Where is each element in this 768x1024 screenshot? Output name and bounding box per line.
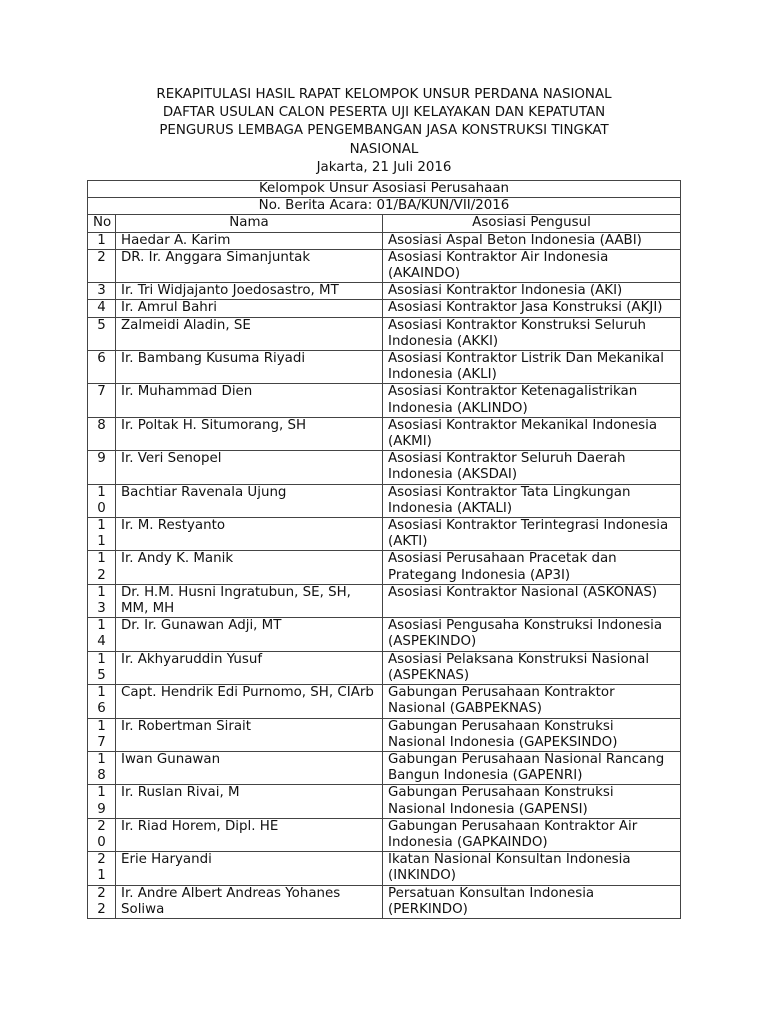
- proposing-association: Gabungan Perusahaan Konstruksi Nasional Indonesia (GAPENSI): [383, 785, 681, 818]
- candidate-name: Ir. Riad Horem, Dipl. HE: [116, 818, 383, 851]
- proposing-association: Asosiasi Kontraktor Listrik Dan Mekanikal Indonesia (AKLI): [383, 351, 681, 384]
- proposing-association: Ikatan Nasional Konsultan Indonesia (INKINDO): [383, 852, 681, 885]
- table-row: [88, 785, 681, 818]
- proposing-association: Gabungan Perusahaan Konstruksi Nasional Indonesia (GAPEKSINDO): [383, 718, 681, 751]
- row-number: 10: [88, 484, 116, 517]
- table-row: [88, 283, 681, 300]
- candidate-name: Ir. Poltak H. Situmorang, SH: [116, 417, 383, 450]
- candidate-name: Ir. Akhyaruddin Yusuf: [116, 651, 383, 684]
- column-header-no: No: [88, 215, 116, 232]
- column-header-asosiasi: Asosiasi Pengusul: [383, 215, 681, 232]
- table-row: [88, 518, 681, 551]
- row-number: 18: [88, 751, 116, 784]
- table-row: [88, 249, 681, 282]
- row-number: 11: [88, 518, 116, 551]
- candidate-name: Capt. Hendrik Edi Purnomo, SH, CIArb: [116, 685, 383, 718]
- table-row: [88, 751, 681, 784]
- proposing-association: Asosiasi Aspal Beton Indonesia (AABI): [383, 232, 681, 249]
- table-caption-group: Kelompok Unsur Asosiasi Perusahaan: [88, 181, 681, 198]
- candidate-name: Erie Haryandi: [116, 852, 383, 885]
- candidate-name: Ir. Andre Albert Andreas Yohanes Soliwa: [116, 885, 383, 918]
- candidate-name: Ir. Veri Senopel: [116, 451, 383, 484]
- table-row: [88, 685, 681, 718]
- proposing-association: Gabungan Perusahaan Nasional Rancang Bangun Indonesia (GAPENRI): [383, 751, 681, 784]
- candidate-name: Iwan Gunawan: [116, 751, 383, 784]
- proposing-association: Asosiasi Pengusaha Konstruksi Indonesia (ASPEKINDO): [383, 618, 681, 651]
- table-row: [88, 317, 681, 350]
- candidate-name: Ir. Tri Widjajanto Joedosastro, MT: [116, 283, 383, 300]
- table-row: [88, 718, 681, 751]
- table-row: [88, 885, 681, 918]
- document-date: Jakarta, 21 Juli 2016: [316, 159, 452, 175]
- table-row: [88, 484, 681, 517]
- proposing-association: Asosiasi Kontraktor Seluruh Daerah Indonesia (AKSDAI): [383, 451, 681, 484]
- table-row: [88, 417, 681, 450]
- proposing-association: Asosiasi Pelaksana Konstruksi Nasional (ASPEKNAS): [383, 651, 681, 684]
- row-number: 6: [88, 351, 116, 384]
- candidate-name: Dr. Ir. Gunawan Adji, MT: [116, 618, 383, 651]
- candidate-name: Ir. Bambang Kusuma Riyadi: [116, 351, 383, 384]
- candidate-name: Ir. M. Restyanto: [116, 518, 383, 551]
- proposing-association: Asosiasi Kontraktor Ketenagalistrikan Indonesia (AKLINDO): [383, 384, 681, 417]
- candidate-name: Ir. Robertman Sirait: [116, 718, 383, 751]
- table-row: [88, 351, 681, 384]
- candidate-name: Ir. Andy K. Manik: [116, 551, 383, 584]
- row-number: 7: [88, 384, 116, 417]
- table-row: [88, 451, 681, 484]
- table-header-row: [88, 215, 681, 232]
- row-number: 2: [88, 249, 116, 282]
- table-row: [88, 618, 681, 651]
- proposing-association: Asosiasi Kontraktor Tata Lingkungan Indonesia (AKTALI): [383, 484, 681, 517]
- proposing-association: Asosiasi Kontraktor Nasional (ASKONAS): [383, 584, 681, 617]
- candidate-name: Ir. Amrul Bahri: [116, 300, 383, 317]
- table-row: [88, 651, 681, 684]
- row-number: 4: [88, 300, 116, 317]
- table-row: [88, 584, 681, 617]
- proposing-association: Asosiasi Kontraktor Jasa Konstruksi (AKJI): [383, 300, 681, 317]
- table-row: [88, 232, 681, 249]
- row-number: 1: [88, 232, 116, 249]
- title-line-2: DAFTAR USULAN CALON PESERTA UJI KELAYAKAN DAN KEPATUTAN: [162, 105, 606, 121]
- row-number: 12: [88, 551, 116, 584]
- proposing-association: Asosiasi Kontraktor Terintegrasi Indonesia (AKTI): [383, 518, 681, 551]
- title-line-3: PENGURUS LEMBAGA PENGEMBANGAN JASA KONSTRUKSI TINGKAT: [159, 123, 609, 139]
- proposing-association: Asosiasi Kontraktor Air Indonesia (AKAINDO): [383, 249, 681, 282]
- row-number: 20: [88, 818, 116, 851]
- table-row: [88, 384, 681, 417]
- row-number: 9: [88, 451, 116, 484]
- table-caption-row: [88, 181, 681, 198]
- row-number: 15: [88, 651, 116, 684]
- table-caption-row: [88, 198, 681, 215]
- row-number: 19: [88, 785, 116, 818]
- candidate-name: DR. Ir. Anggara Simanjuntak: [116, 249, 383, 282]
- row-number: 14: [88, 618, 116, 651]
- column-header-nama: Nama: [116, 215, 383, 232]
- candidate-table: [87, 180, 681, 919]
- row-number: 8: [88, 417, 116, 450]
- proposing-association: Persatuan Konsultan Indonesia (PERKINDO): [383, 885, 681, 918]
- proposing-association: Gabungan Perusahaan Kontraktor Air Indonesia (GAPKAINDO): [383, 818, 681, 851]
- candidate-name: Zalmeidi Aladin, SE: [116, 317, 383, 350]
- proposing-association: Asosiasi Kontraktor Indonesia (AKI): [383, 283, 681, 300]
- row-number: 5: [88, 317, 116, 350]
- proposing-association: Asosiasi Perusahaan Pracetak dan Prategang Indonesia (AP3I): [383, 551, 681, 584]
- table-row: [88, 551, 681, 584]
- table-row: [88, 852, 681, 885]
- title-line-4: NASIONAL: [349, 141, 419, 157]
- document-title: [100, 86, 668, 177]
- candidate-name: Ir. Muhammad Dien: [116, 384, 383, 417]
- proposing-association: Asosiasi Kontraktor Konstruksi Seluruh Indonesia (AKKI): [383, 317, 681, 350]
- table-body: [88, 232, 681, 918]
- row-number: 21: [88, 852, 116, 885]
- candidate-name: Haedar A. Karim: [116, 232, 383, 249]
- candidate-name: Dr. H.M. Husni Ingratubun, SE, SH, MM, MH: [116, 584, 383, 617]
- row-number: 13: [88, 584, 116, 617]
- candidate-name: Ir. Ruslan Rivai, M: [116, 785, 383, 818]
- table-row: [88, 818, 681, 851]
- candidate-name: Bachtiar Ravenala Ujung: [116, 484, 383, 517]
- row-number: 17: [88, 718, 116, 751]
- row-number: 3: [88, 283, 116, 300]
- proposing-association: Asosiasi Kontraktor Mekanikal Indonesia (AKMI): [383, 417, 681, 450]
- table-row: [88, 300, 681, 317]
- row-number: 22: [88, 885, 116, 918]
- table-caption-minutes-number: No. Berita Acara: 01/BA/KUN/VII/2016: [88, 198, 681, 215]
- title-line-1: REKAPITULASI HASIL RAPAT KELOMPOK UNSUR PERDANA NASIONAL: [156, 87, 612, 102]
- row-number: 16: [88, 685, 116, 718]
- proposing-association: Gabungan Perusahaan Kontraktor Nasional (GABPEKNAS): [383, 685, 681, 718]
